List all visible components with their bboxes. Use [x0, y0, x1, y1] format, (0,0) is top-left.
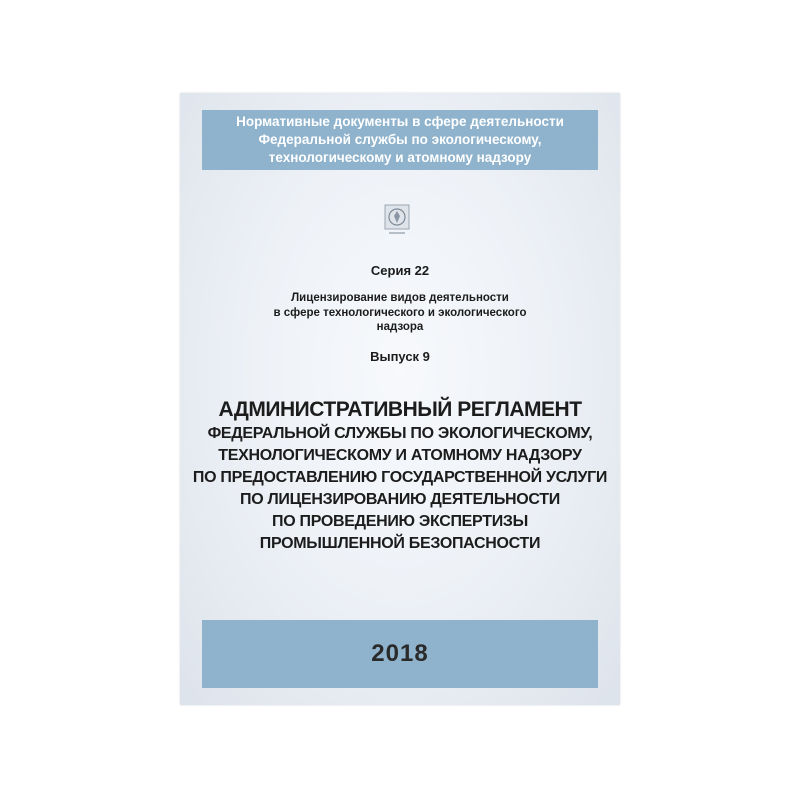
title-line: ТЕХНОЛОГИЧЕСКОМУ И АТОМНОМУ НАДЗОРУ: [218, 447, 582, 464]
title-line: ФЕДЕРАЛЬНОЙ СЛУЖБЫ ПО ЭКОЛОГИЧЕСКОМУ,: [207, 425, 593, 442]
series-description-line: надзора: [376, 321, 424, 333]
footer-band: [202, 620, 598, 688]
header-line: Федеральной службы по экологическому,: [258, 132, 542, 147]
publication-year: 2018: [371, 640, 429, 667]
title-line: ПРОМЫШЛЕННОЙ БЕЗОПАСНОСТИ: [259, 535, 541, 552]
series-label: Серия 22: [370, 263, 430, 278]
header-band: [202, 110, 598, 170]
series-description: [180, 291, 620, 335]
title-line: ПО ПРЕДОСТАВЛЕНИЮ ГОСУДАРСТВЕННОЙ УСЛУГИ: [192, 469, 608, 486]
book-cover: [180, 93, 620, 705]
header-line: технологическому и атомному надзору: [268, 150, 532, 165]
title-line: ПО ЛИЦЕНЗИРОВАНИЮ ДЕЯТЕЛЬНОСТИ: [240, 491, 560, 508]
document-title: [180, 397, 620, 555]
series-description-line: в сфере технологического и экологического: [273, 306, 527, 319]
header-line: Нормативные документы в сфере деятельности: [236, 114, 564, 129]
series-description-line: Лицензирование видов деятельности: [291, 292, 509, 304]
title-line: ПО ПРОВЕДЕНИЮ ЭКСПЕРТИЗЫ: [272, 513, 528, 530]
issue-label: Выпуск 9: [370, 349, 430, 364]
title-heading: АДМИНИСТРАТИВНЫЙ РЕГЛАМЕНТ: [218, 398, 582, 421]
rostechnadzor-emblem-icon: [383, 203, 411, 237]
